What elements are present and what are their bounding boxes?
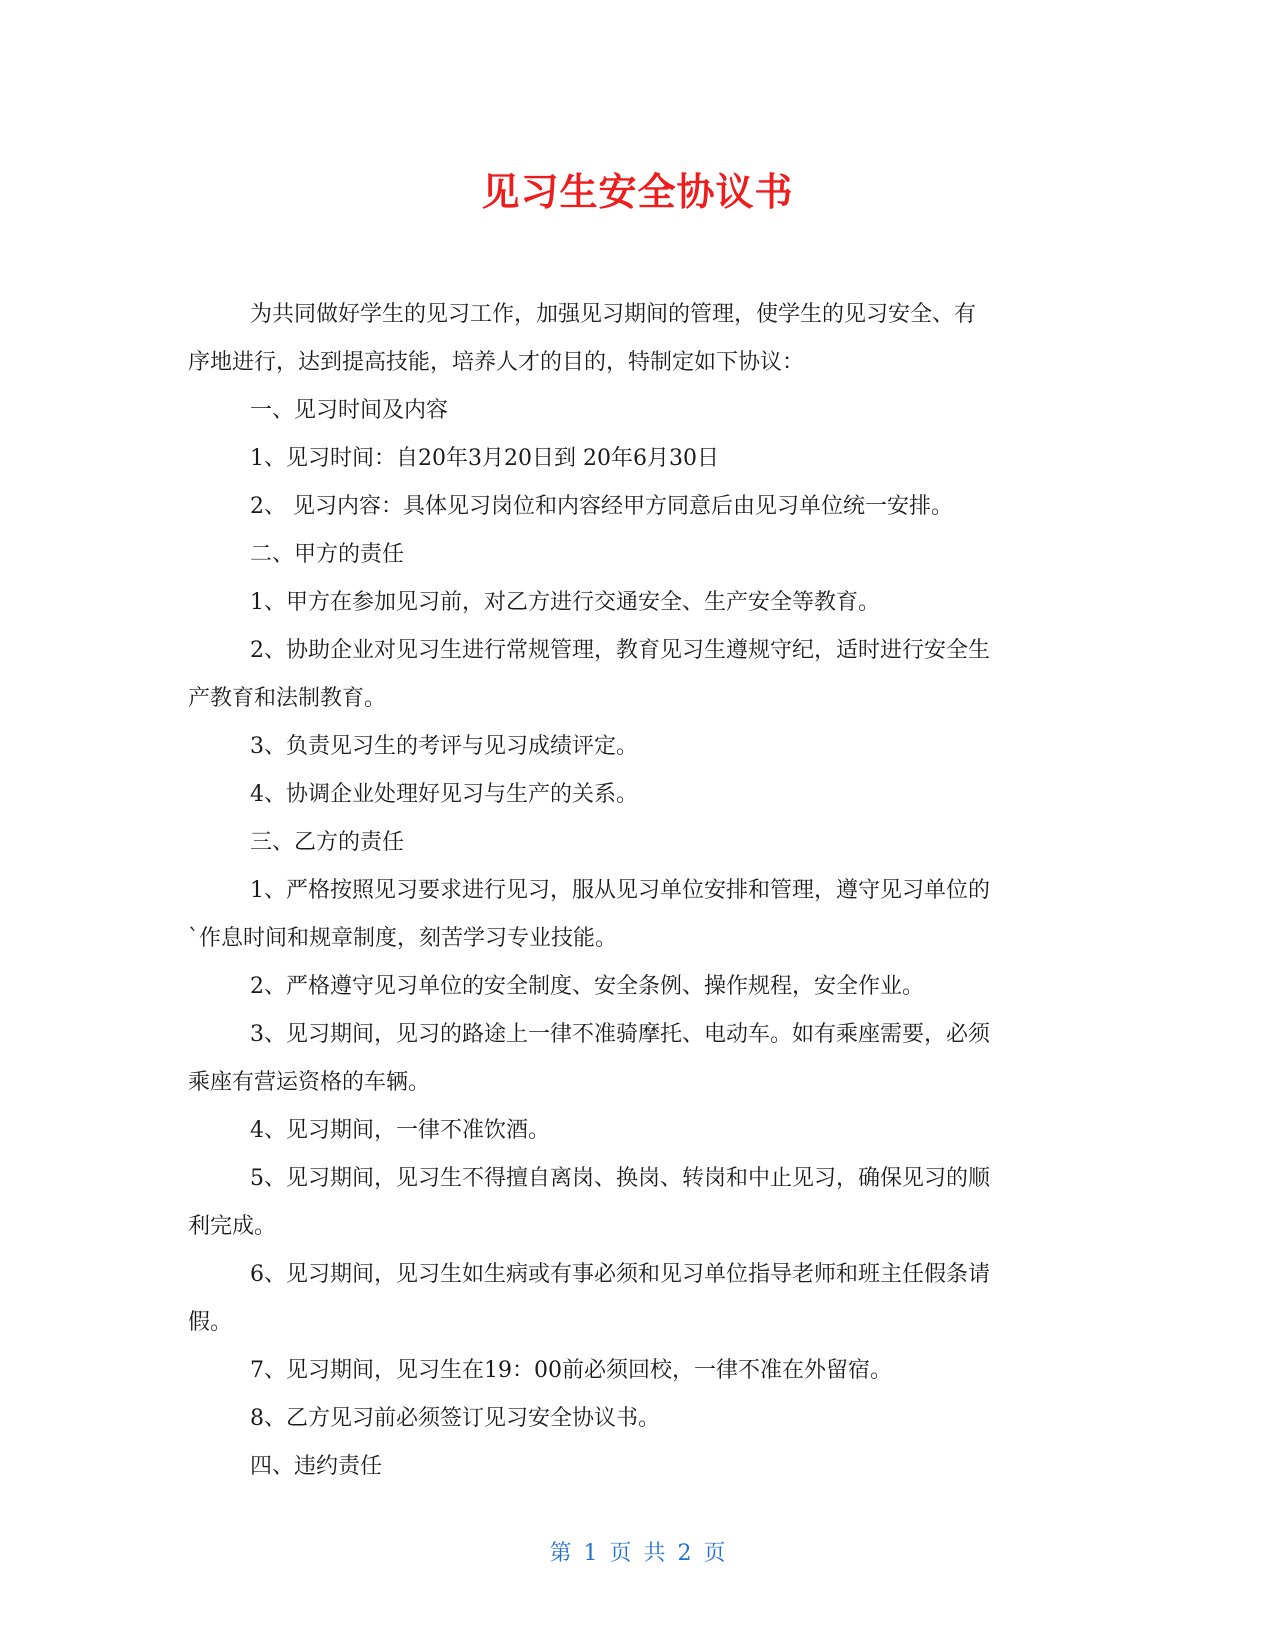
document-body: [188, 291, 1088, 1491]
list-item: 1、甲方在参加见习前，对乙方进行交通安全、生产安全等教育。: [250, 590, 880, 615]
document-title: 见习生安全协议书: [481, 170, 794, 214]
list-item: 3、见习期间，见习的路途上一律不准骑摩托、电动车。如有乘座需要，必须: [250, 1022, 990, 1047]
list-item: 8、乙方见习前必须签订见习安全协议书。: [250, 1406, 660, 1431]
list-item-continuation: 产教育和法制教育。: [188, 686, 387, 711]
list-item: 1、严格按照见习要求进行见习，服从见习单位安排和管理，遵守见习单位的: [250, 878, 990, 903]
list-item: 2、协助企业对见习生进行常规管理，教育见习生遵规守纪，适时进行安全生: [250, 638, 990, 663]
list-item-continuation: 乘座有营运资格的车辆。: [188, 1070, 431, 1095]
list-item-continuation: 假。: [188, 1310, 233, 1335]
paragraph: 为共同做好学生的见习工作，加强见习期间的管理，使学生的见习安全、有: [250, 302, 977, 327]
list-item: 1、见习时间：自20年3月20日到 20年6月30日: [250, 446, 719, 471]
list-item: 2、严格遵守见习单位的安全制度、安全条例、操作规程，安全作业。: [250, 974, 924, 999]
paragraph-continuation: 序地进行，达到提高技能，培养人才的目的，特制定如下协议：: [188, 350, 805, 375]
footer-total-label: 共: [643, 1541, 666, 1566]
list-item: 4、协调企业处理好见习与生产的关系。: [250, 782, 638, 807]
list-item: 2、 见习内容：具体见习岗位和内容经甲方同意后由见习单位统一安排。: [250, 494, 953, 519]
list-item: 6、见习期间，见习生如生病或有事必须和见习单位指导老师和班主任假条请: [250, 1262, 990, 1287]
list-item-continuation: 利完成。: [188, 1214, 277, 1239]
footer-page-suffix: 页: [703, 1541, 726, 1566]
section-heading: 四、违约责任: [250, 1454, 383, 1479]
section-heading: 一、见习时间及内容: [250, 398, 449, 423]
list-item: 3、负责见习生的考评与见习成绩评定。: [250, 734, 638, 759]
footer-current-page: 1: [583, 1541, 598, 1566]
footer-page-mid: 页: [609, 1541, 632, 1566]
list-item-continuation: `作息时间和规章制度，刻苦学习专业技能。: [188, 926, 618, 951]
list-item: 5、见习期间，见习生不得擅自离岗、换岗、转岗和中止见习，确保见习的顺: [250, 1166, 990, 1191]
list-item: 4、见习期间，一律不准饮酒。: [250, 1118, 550, 1143]
page-footer: [0, 1539, 1275, 1569]
section-heading: 二、甲方的责任: [250, 542, 405, 567]
list-item: 7、见习期间，见习生在19：00前必须回校，一律不准在外留宿。: [250, 1358, 892, 1383]
section-heading: 三、乙方的责任: [250, 830, 405, 855]
footer-total-pages: 2: [677, 1541, 692, 1566]
footer-page-prefix: 第: [549, 1541, 572, 1566]
